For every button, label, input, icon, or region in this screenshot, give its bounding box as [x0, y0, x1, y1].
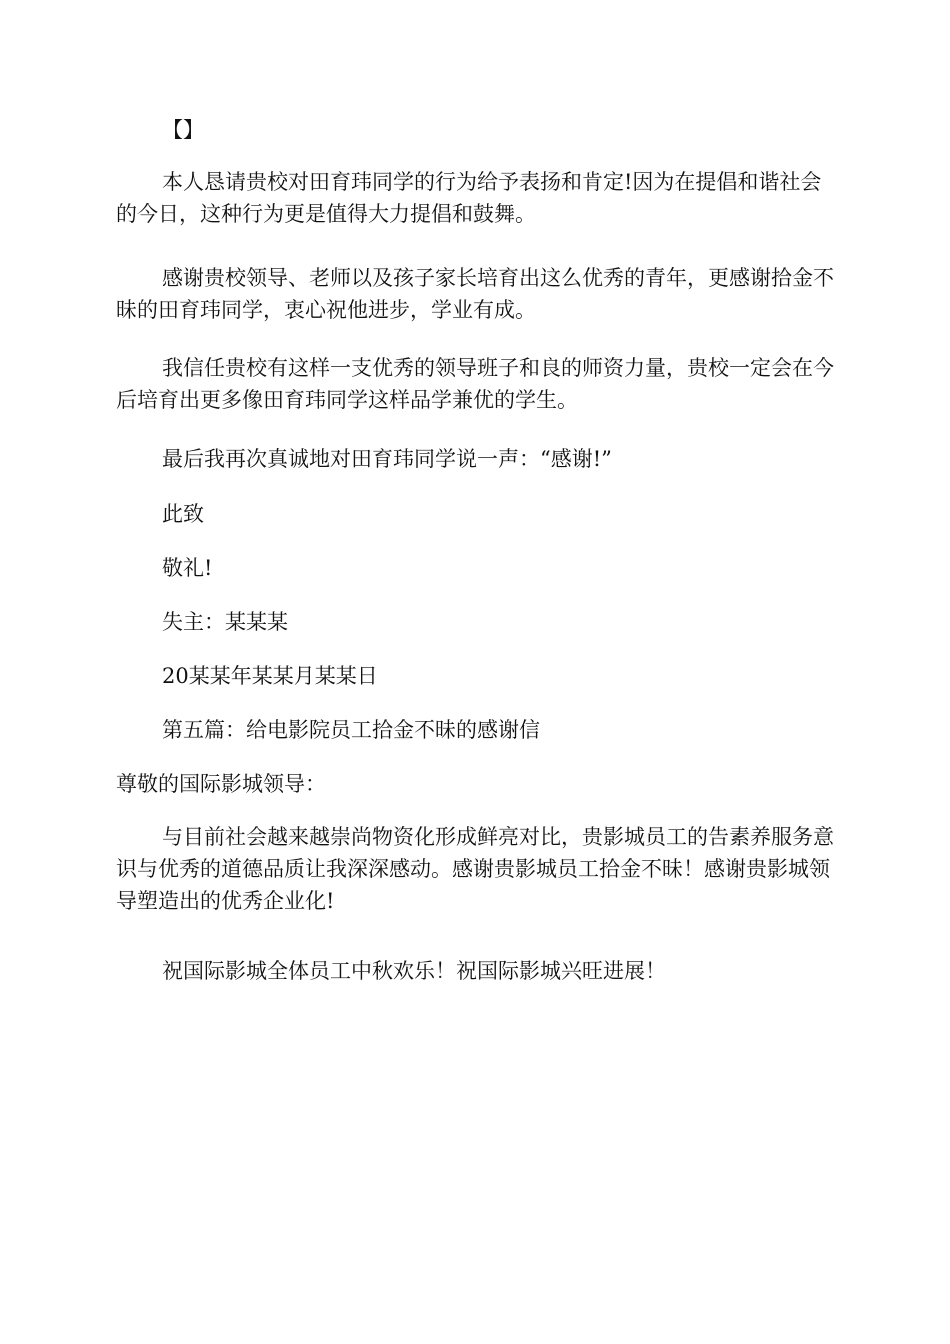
closing-text: 此致: [162, 502, 204, 526]
paragraph-final-thanks: 最后我再次真诚地对田育玮同学说一声：“感谢!”: [162, 447, 612, 471]
signature-text: 失主：某某某: [162, 610, 288, 634]
date-text: 20某某年某某月某某日: [162, 664, 378, 688]
paragraph-wishes: 祝国际影城全体员工中秋欢乐！祝国际影城兴旺进展！: [162, 959, 666, 983]
paragraph-praise-request: 本人恳请贵校对田育玮同学的行为给予表扬和肯定!因为在提倡和谐社会的今日，这种行为更是值得大力提倡和鼓舞。: [116, 170, 822, 226]
greeting-text: 尊敬的国际影城领导：: [116, 772, 326, 796]
salute-text: 敬礼!: [162, 556, 213, 580]
paragraph-cinema-thanks: 与目前社会越来越崇尚物资化形成鲜亮对比，贵影城员工的告素养服务意识与优秀的道德品质让我深深感动。感谢贵影城员工拾金不昧！感谢贵影城领导塑造出的优秀企业化!: [116, 825, 834, 913]
paragraph-thanks: 感谢贵校领导、老师以及孩子家长培育出这么优秀的青年，更感谢拾金不昧的田育玮同学，衷心祝他进步，学业有成。: [116, 266, 834, 322]
section-title: 第五篇：给电影院员工拾金不昧的感谢信: [162, 718, 540, 742]
bracket-heading: 【】: [162, 118, 204, 142]
paragraph-trust: 我信任贵校有这样一支优秀的领导班子和良的师资力量，贵校一定会在今后培育出更多像田育玮同学这样品学兼优的学生。: [116, 356, 834, 412]
